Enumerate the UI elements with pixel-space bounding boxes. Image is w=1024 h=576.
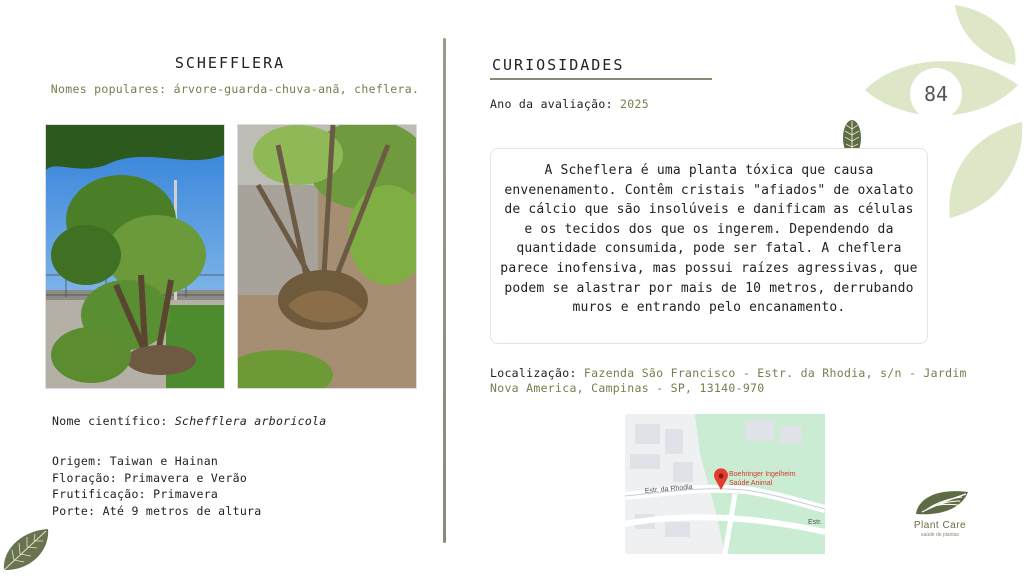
fact-fruiting: Frutificação: Primavera bbox=[52, 487, 219, 501]
plant-photo-1 bbox=[45, 124, 225, 389]
location-map[interactable] bbox=[625, 414, 825, 554]
map-place-line-1: Boehringer Ingelheim bbox=[729, 471, 796, 478]
map-road-label: Estr. da Rhodia bbox=[644, 483, 693, 495]
fact-flowering: Floração: Primavera e Verão bbox=[52, 470, 248, 485]
fact-size: Porte: Até 9 metros de altura bbox=[52, 503, 262, 518]
scientific-name-value: Schefflera arboricola bbox=[174, 414, 327, 428]
location-value: Fazenda São Francisco - Estr. da Rhodia, s/n - Jardim Nova America, Campinas - SP, 13140-970 bbox=[490, 366, 967, 395]
fact-origin: Origem: Taiwan e Hainan bbox=[52, 454, 219, 468]
evaluation-year-label: Ano da avaliação: bbox=[490, 97, 621, 111]
plant-photo-2 bbox=[237, 124, 417, 389]
plant-title: SCHEFFLERA bbox=[174, 54, 286, 72]
evaluation-year-value: 2025 bbox=[620, 97, 649, 111]
brand-name: Plant Care bbox=[913, 520, 967, 531]
location bbox=[490, 366, 990, 396]
location-label: Localização: bbox=[490, 366, 584, 380]
leaf-icon-bottom-left bbox=[0, 526, 52, 574]
scientific-name bbox=[52, 414, 327, 428]
map-place-line-2: Saúde Animal bbox=[729, 480, 773, 487]
plant-facts bbox=[52, 453, 261, 519]
curiosities-title: CURIOSIDADES bbox=[492, 56, 625, 74]
popular-names: Nomes populares: árvore-guarda-chuva-anã, cheflera. bbox=[50, 82, 420, 96]
map-road-label-2: Estr. bbox=[808, 519, 823, 526]
curiosities-underline bbox=[490, 78, 712, 80]
scientific-name-label: Nome científico: bbox=[52, 414, 175, 428]
curiosities-text-box: A Scheflera é uma planta tóxica que causa envenenamento. Contêm cristais "afiados" de oxalato de cálcio que são insolúveis e danificam as células e os tecidos dos que os ingerem. Dependendo da quantidade consumida, pode ser fatal. A cheflera parece inofensiva, mas possui raízes agressivas, que podem se alastrar por mais de 10 metros, derrubando muros e entrando pelo encanamento. bbox=[490, 148, 928, 344]
plant-care-logo-icon bbox=[912, 486, 972, 518]
brand-tagline: saúde de plantas bbox=[920, 532, 960, 538]
page-number: 84 bbox=[910, 68, 962, 120]
evaluation-year bbox=[490, 97, 649, 111]
column-divider bbox=[443, 38, 446, 543]
